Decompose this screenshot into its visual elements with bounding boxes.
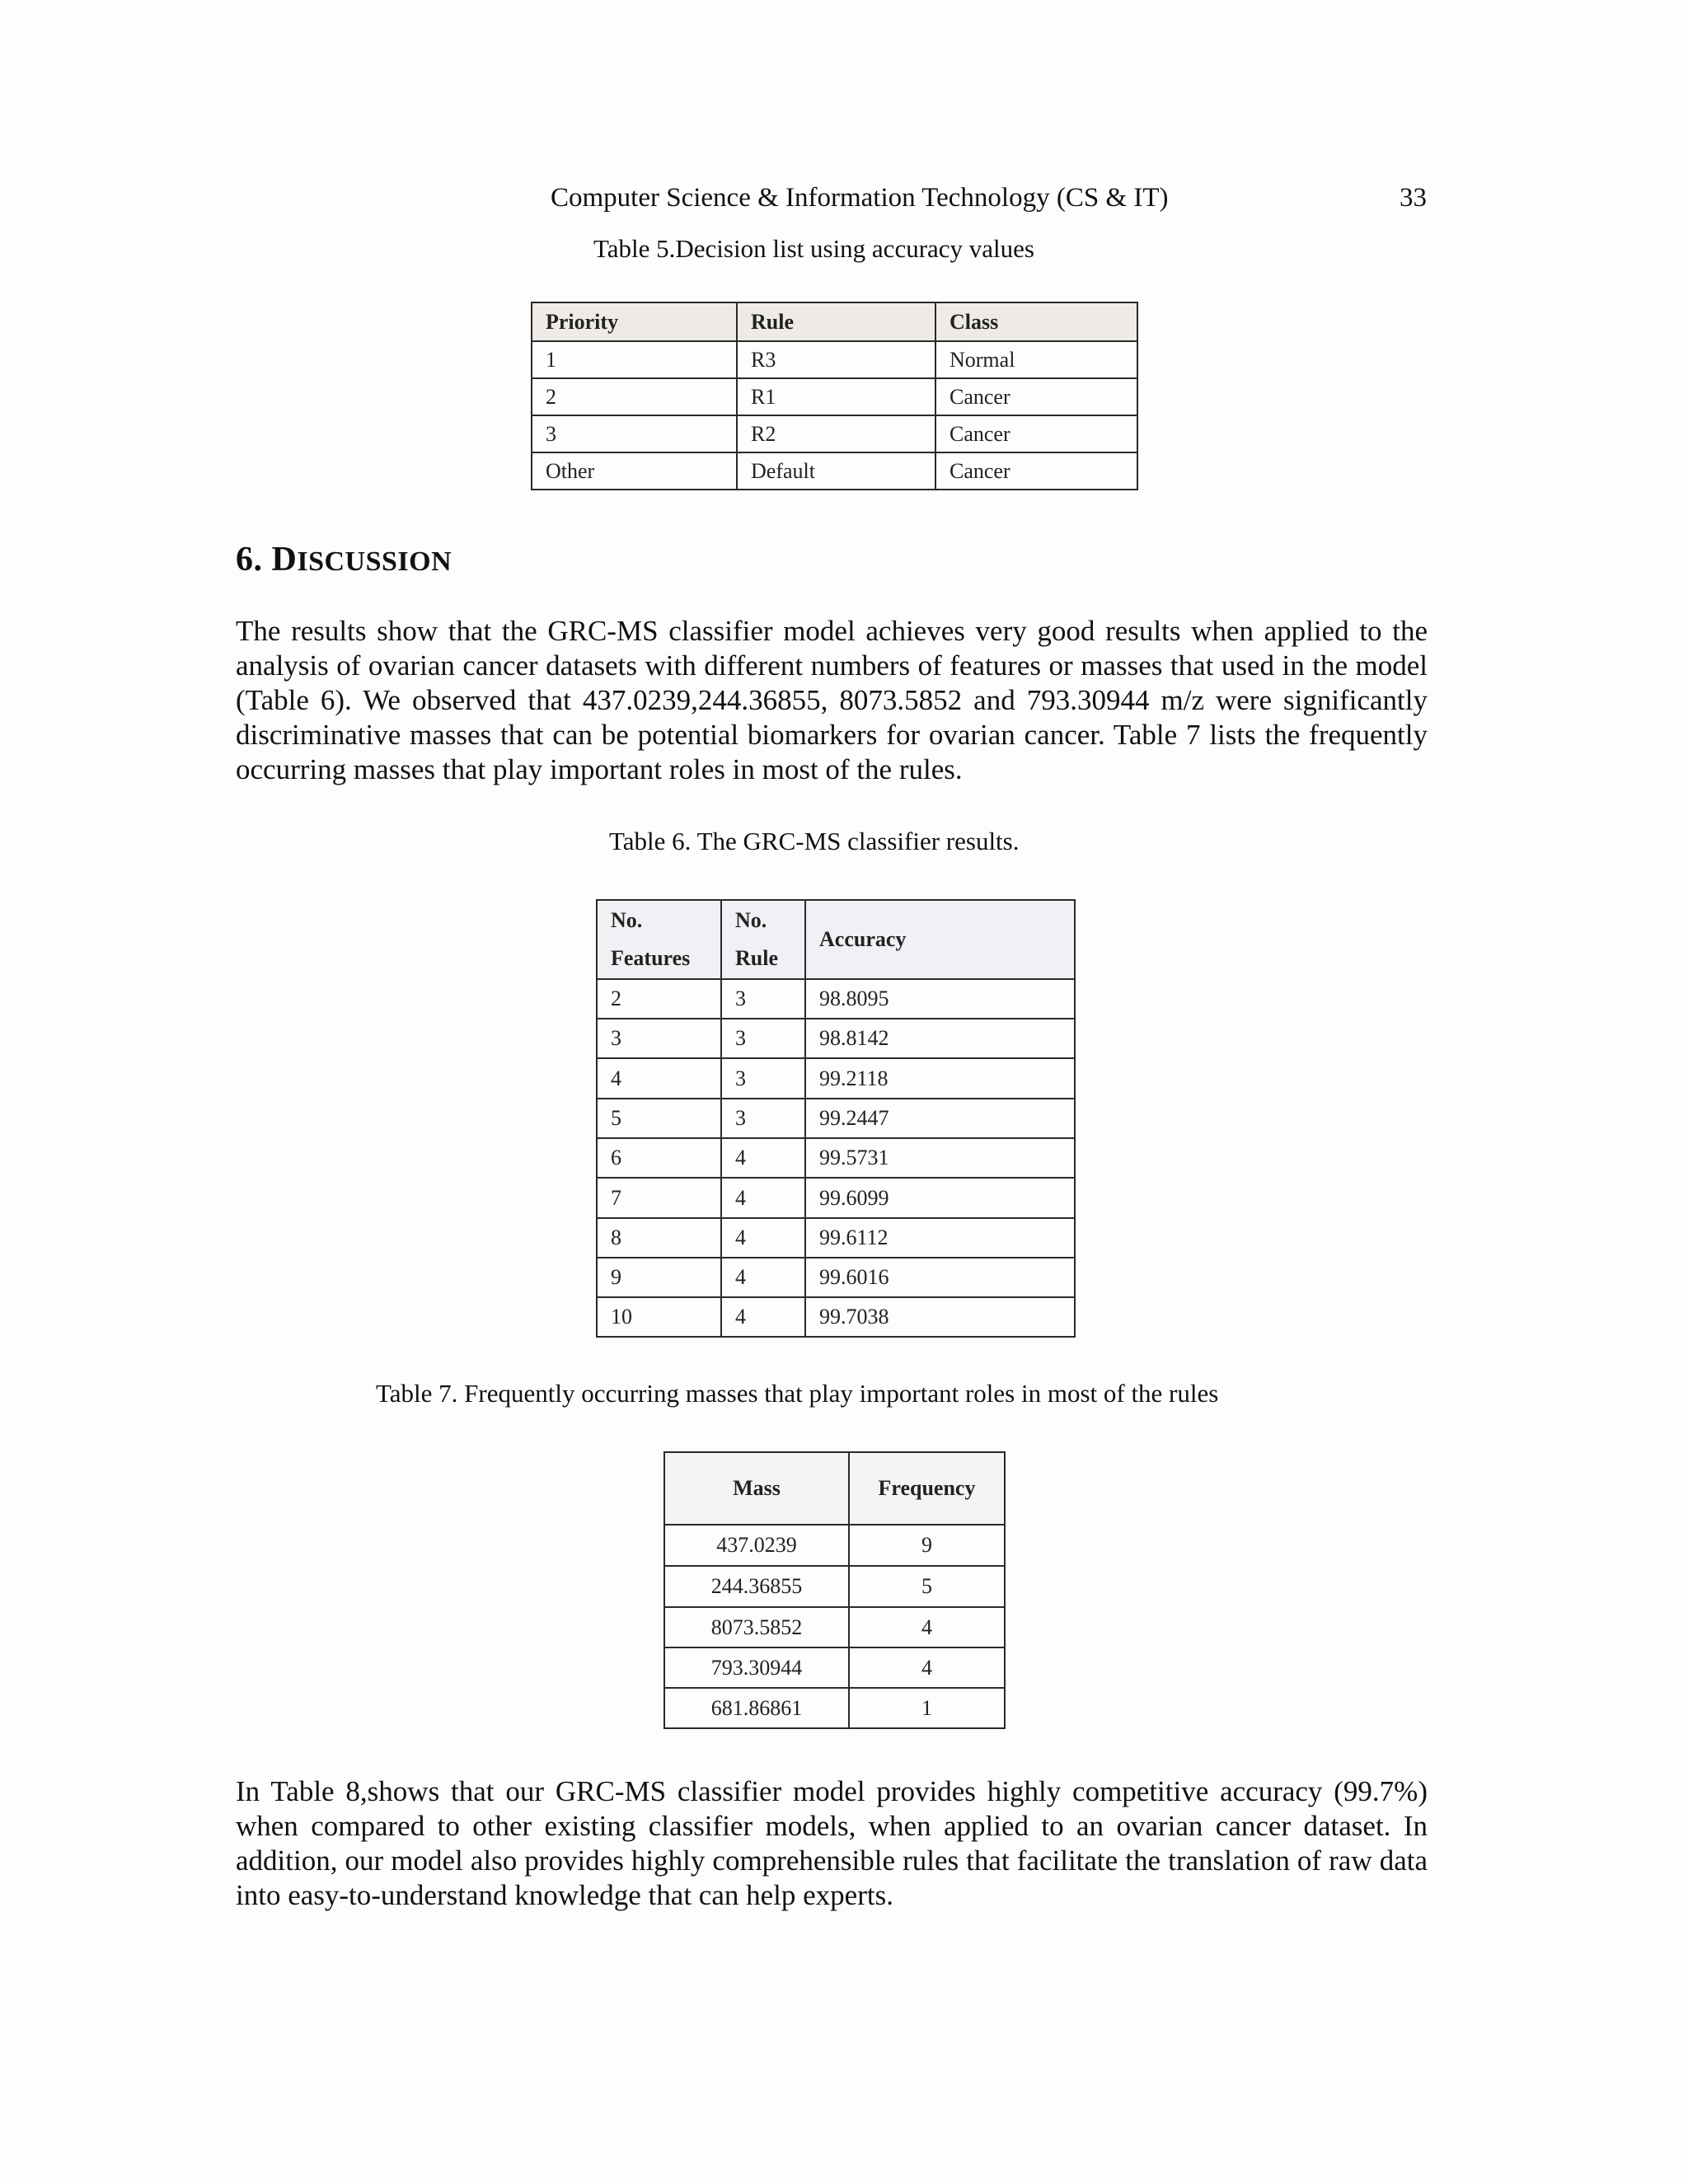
table-cell: 5 [849,1566,1005,1607]
table-cell: 3 [721,979,805,1019]
table-cell: 99.5731 [805,1138,1075,1178]
column-header: Rule [737,302,935,341]
body-paragraph: The results show that the GRC-MS classifier model achieves very good results when applied to the analysis of ovarian cancer datasets with different numbers of features or masses that used in the model (Table 6). We observed that 437.0239,244.36855, 8073.5852 and 793.30944 m/z were significantly discriminative masses that can be potential biomarkers for ovarian cancer. Table 7 lists the frequently occurring masses that play important roles in most of the rules. [236,615,1428,785]
table-cell: 4 [721,1218,805,1258]
table-cell: 244.36855 [664,1566,849,1607]
table-cell: 4 [849,1647,1005,1688]
table-cell: R1 [737,378,935,415]
column-header: Accuracy [805,900,1075,979]
table-cell: 793.30944 [664,1647,849,1688]
table6-caption: Table 6. The GRC-MS classifier results. [609,827,1020,855]
table-row [664,1647,1005,1688]
table-row [664,1566,1005,1607]
column-header: Mass [664,1452,849,1525]
table-cell: 98.8142 [805,1019,1075,1058]
table-cell: 99.2118 [805,1058,1075,1099]
table-cell: 3 [721,1058,805,1099]
table-cell: 681.86861 [664,1688,849,1728]
table-cell: 99.6112 [805,1218,1075,1258]
table-cell: 4 [849,1607,1005,1647]
table-cell: 3 [721,1019,805,1058]
column-header: Frequency [849,1452,1005,1525]
table-cell: 8073.5852 [664,1607,849,1647]
table-cell: Cancer [935,378,1137,415]
table-cell: 437.0239 [664,1525,849,1566]
table-row [597,1258,1075,1297]
table-cell: 2 [532,378,737,415]
table-cell: 10 [597,1297,721,1337]
table-cell: 1 [532,341,737,378]
table-header-row [597,900,1075,979]
column-header: Priority [532,302,737,341]
column-header: Class [935,302,1137,341]
section-number: 6. [236,541,272,579]
table-cell: 2 [597,979,721,1019]
table-cell: 3 [532,415,737,452]
table-cell: 6 [597,1138,721,1178]
table6 [596,899,1076,1338]
table-row [597,1178,1075,1218]
table-row [597,1138,1075,1178]
page-number: 33 [1400,183,1427,213]
table-header-row [664,1452,1005,1525]
table-cell: 4 [597,1058,721,1099]
table-row [664,1688,1005,1728]
table-row [597,1297,1075,1337]
running-header: Computer Science & Information Technology (CS & IT) [551,183,1169,213]
column-header: No. Rule [721,900,805,979]
table-cell: R3 [737,341,935,378]
table-cell: 5 [597,1099,721,1138]
table7 [663,1451,1006,1729]
table-cell: 3 [597,1019,721,1058]
table-cell: Default [737,452,935,490]
table-cell: Cancer [935,415,1137,452]
table5 [531,302,1138,490]
table-header-row [532,302,1137,341]
table-row [532,341,1137,378]
column-header: No. Features [597,900,721,979]
table-cell: 4 [721,1297,805,1337]
table-row [597,1019,1075,1058]
table-row [597,1058,1075,1099]
table-row [597,1218,1075,1258]
table-row [532,415,1137,452]
table-cell: 4 [721,1178,805,1218]
table-row [664,1607,1005,1647]
table-cell: 7 [597,1178,721,1218]
table-cell: 3 [721,1099,805,1138]
table-cell: R2 [737,415,935,452]
section-heading [236,540,452,579]
table-cell: Other [532,452,737,490]
table-cell: 99.2447 [805,1099,1075,1138]
table-cell: Normal [935,341,1137,378]
table-cell: 99.6099 [805,1178,1075,1218]
table-cell: 9 [597,1258,721,1297]
section-title-initial: D [271,541,298,579]
table-cell: 4 [721,1258,805,1297]
table-cell: 98.8095 [805,979,1075,1019]
table-row [597,979,1075,1019]
table-cell: 8 [597,1218,721,1258]
table-cell: 9 [849,1525,1005,1566]
table5-caption: Table 5.Decision list using accuracy values [593,234,1034,263]
table7-caption: Table 7. Frequently occurring masses that play important roles in most of the rules [376,1379,1219,1408]
table-cell: 99.7038 [805,1297,1075,1337]
table-row [532,452,1137,490]
table-cell: 99.6016 [805,1258,1075,1297]
table-row [597,1099,1075,1138]
table-row [532,378,1137,415]
table-row [664,1525,1005,1566]
table-cell: 1 [849,1688,1005,1728]
table-cell: Cancer [935,452,1137,490]
section-title-rest: ISCUSSION [297,546,452,577]
table-cell: 4 [721,1138,805,1178]
body-paragraph: In Table 8,shows that our GRC-MS classifier model provides highly competitive accuracy (99.7%) when compared to other existing classifier models, when applied to an ovarian cancer dataset. In addition, our model also provides highly comprehensible rules that facilitate the translation of raw data into easy-to-understand knowledge that can help experts. [236,1775,1428,1911]
